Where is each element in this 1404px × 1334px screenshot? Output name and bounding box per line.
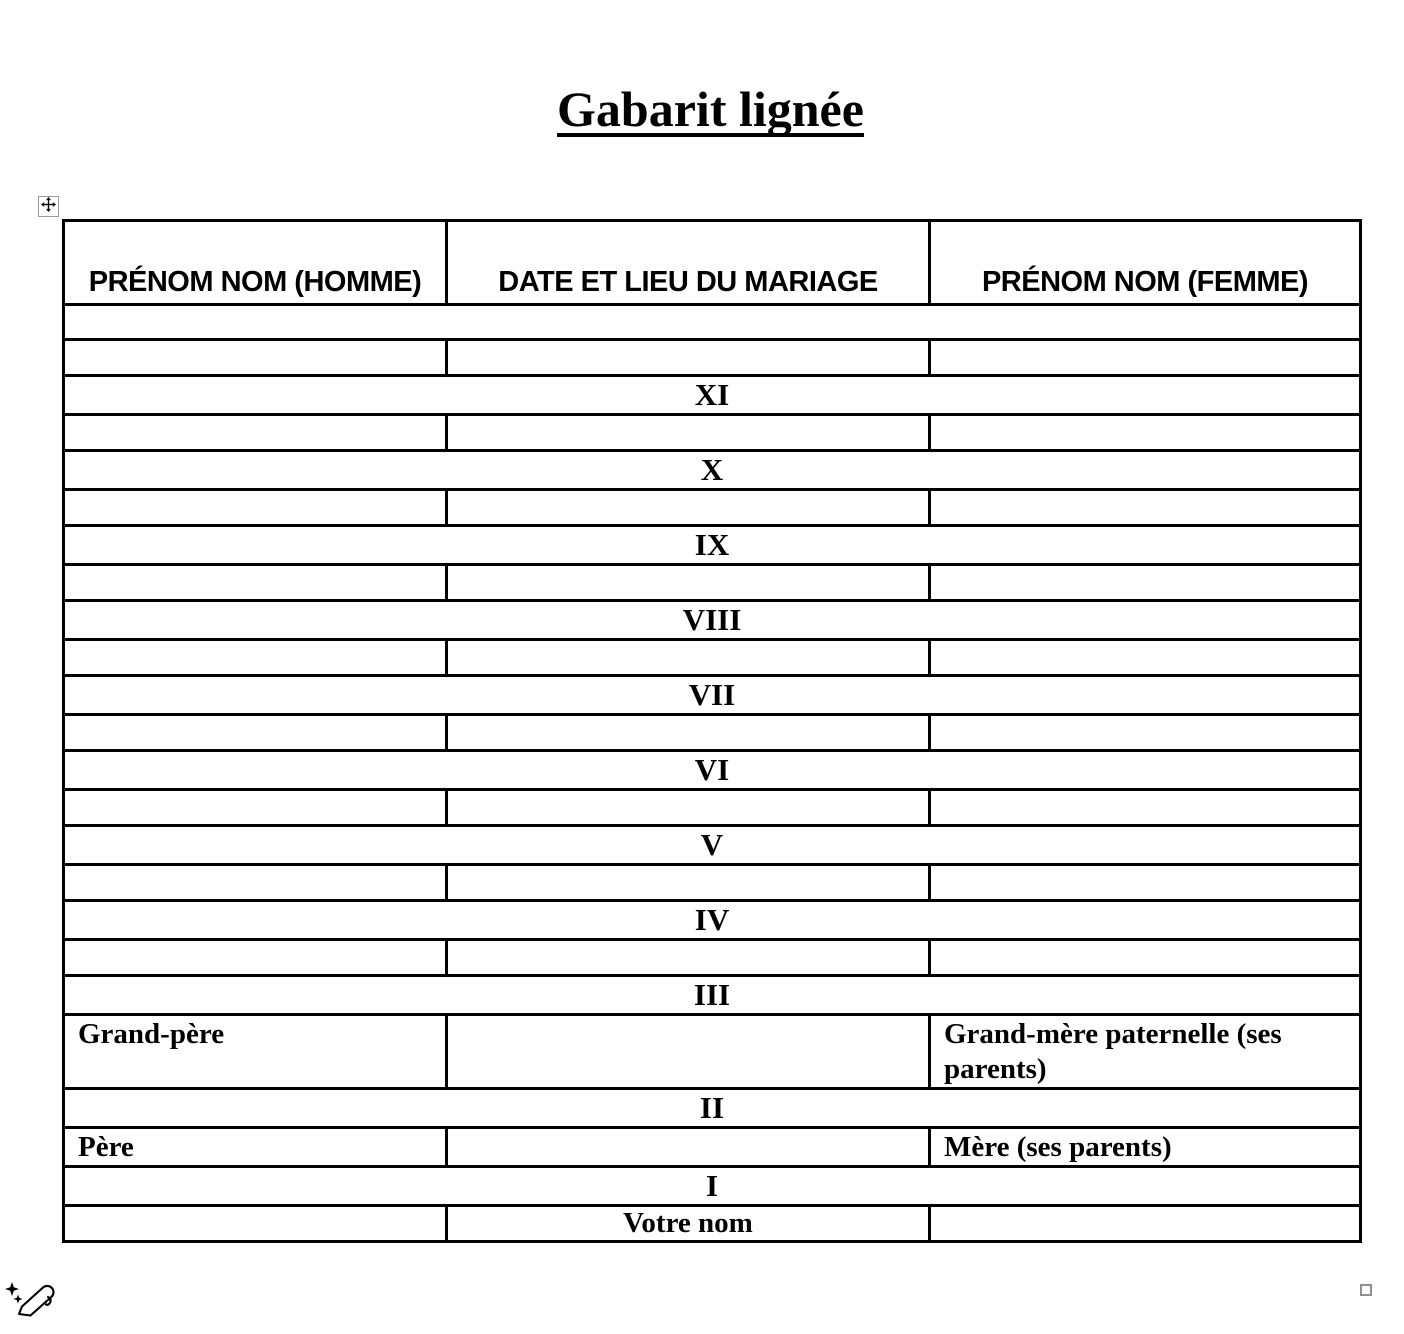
empty-cell-woman[interactable]: [930, 565, 1361, 601]
table-row: [64, 790, 1361, 826]
generation-label: VIII: [64, 601, 1361, 640]
table-row: [64, 901, 1361, 940]
empty-cell-man[interactable]: [64, 1206, 447, 1242]
table-row: [64, 340, 1361, 376]
document-title-text: Gabarit lignée: [557, 81, 864, 137]
table-resize-handle[interactable]: [1360, 1284, 1372, 1296]
empty-cell-marriage[interactable]: [447, 490, 930, 526]
empty-cell-marriage[interactable]: [447, 865, 930, 901]
empty-cell-woman[interactable]: [930, 1206, 1361, 1242]
header-woman: PRÉNOM NOM (FEMME): [930, 221, 1361, 305]
table-row: [64, 1089, 1361, 1128]
generation-label: IX: [64, 526, 1361, 565]
empty-cell-marriage[interactable]: [447, 340, 930, 376]
empty-cell-man[interactable]: [64, 790, 447, 826]
empty-cell-marriage[interactable]: [447, 715, 930, 751]
table-row: [64, 376, 1361, 415]
table-row: [64, 305, 1361, 340]
table-row: [64, 1015, 1361, 1089]
your-name-cell[interactable]: Votre nom: [447, 1206, 930, 1242]
father-cell[interactable]: Père: [64, 1128, 447, 1167]
empty-cell-marriage[interactable]: [447, 1128, 930, 1167]
generation-label: V: [64, 826, 1361, 865]
generation-label: II: [64, 1089, 1361, 1128]
generation-label: I: [64, 1167, 1361, 1206]
table-row: [64, 640, 1361, 676]
generation-label: III: [64, 976, 1361, 1015]
move-cross-icon: [41, 197, 56, 217]
header-marriage: DATE ET LIEU DU MARIAGE: [447, 221, 930, 305]
empty-cell-woman[interactable]: [930, 490, 1361, 526]
table-row: [64, 221, 1361, 305]
empty-cell-woman[interactable]: [930, 640, 1361, 676]
sparkle-pencil-icon[interactable]: [4, 1281, 66, 1319]
table-row: [64, 490, 1361, 526]
table-row: [64, 976, 1361, 1015]
generation-label: VI: [64, 751, 1361, 790]
lineage-table: [62, 219, 1362, 1243]
empty-cell-man[interactable]: [64, 490, 447, 526]
empty-cell-woman[interactable]: [930, 340, 1361, 376]
table-row: [64, 451, 1361, 490]
generation-label: VII: [64, 676, 1361, 715]
empty-cell-man[interactable]: [64, 940, 447, 976]
header-man: PRÉNOM NOM (HOMME): [64, 221, 447, 305]
table-row: [64, 415, 1361, 451]
empty-cell-man[interactable]: [64, 340, 447, 376]
table-row: [64, 1128, 1361, 1167]
page-title: [62, 80, 1359, 138]
table-row: [64, 565, 1361, 601]
empty-cell-woman[interactable]: [930, 865, 1361, 901]
empty-cell-marriage[interactable]: [447, 940, 930, 976]
table-row: [64, 526, 1361, 565]
empty-cell-man[interactable]: [64, 415, 447, 451]
table-row: [64, 1167, 1361, 1206]
generation-label: IV: [64, 901, 1361, 940]
generation-label: X: [64, 451, 1361, 490]
grandfather-cell[interactable]: Grand-père: [64, 1015, 447, 1089]
empty-cell-woman[interactable]: [930, 415, 1361, 451]
table-row: [64, 940, 1361, 976]
empty-cell-woman[interactable]: [930, 715, 1361, 751]
empty-cell-man[interactable]: [64, 640, 447, 676]
table-row: [64, 715, 1361, 751]
empty-cell-marriage[interactable]: [447, 790, 930, 826]
table-row: [64, 751, 1361, 790]
empty-cell-marriage[interactable]: [447, 565, 930, 601]
empty-cell-marriage[interactable]: [447, 640, 930, 676]
generation-label: XI: [64, 376, 1361, 415]
table-row: [64, 865, 1361, 901]
empty-cell-woman[interactable]: [930, 940, 1361, 976]
empty-cell-marriage[interactable]: [447, 415, 930, 451]
table-row: [64, 601, 1361, 640]
empty-cell-woman[interactable]: [930, 790, 1361, 826]
empty-cell-marriage[interactable]: [447, 1015, 930, 1089]
table-move-handle[interactable]: [38, 196, 59, 217]
empty-cell-man[interactable]: [64, 865, 447, 901]
empty-cell-man[interactable]: [64, 715, 447, 751]
spacer-row-cell[interactable]: [64, 305, 1361, 340]
table-row: [64, 1206, 1361, 1242]
mother-cell[interactable]: Mère (ses parents): [930, 1128, 1361, 1167]
table-row: [64, 826, 1361, 865]
grandmother-cell[interactable]: Grand-mère paternelle (ses parents): [930, 1015, 1361, 1089]
empty-cell-man[interactable]: [64, 565, 447, 601]
table-row: [64, 676, 1361, 715]
